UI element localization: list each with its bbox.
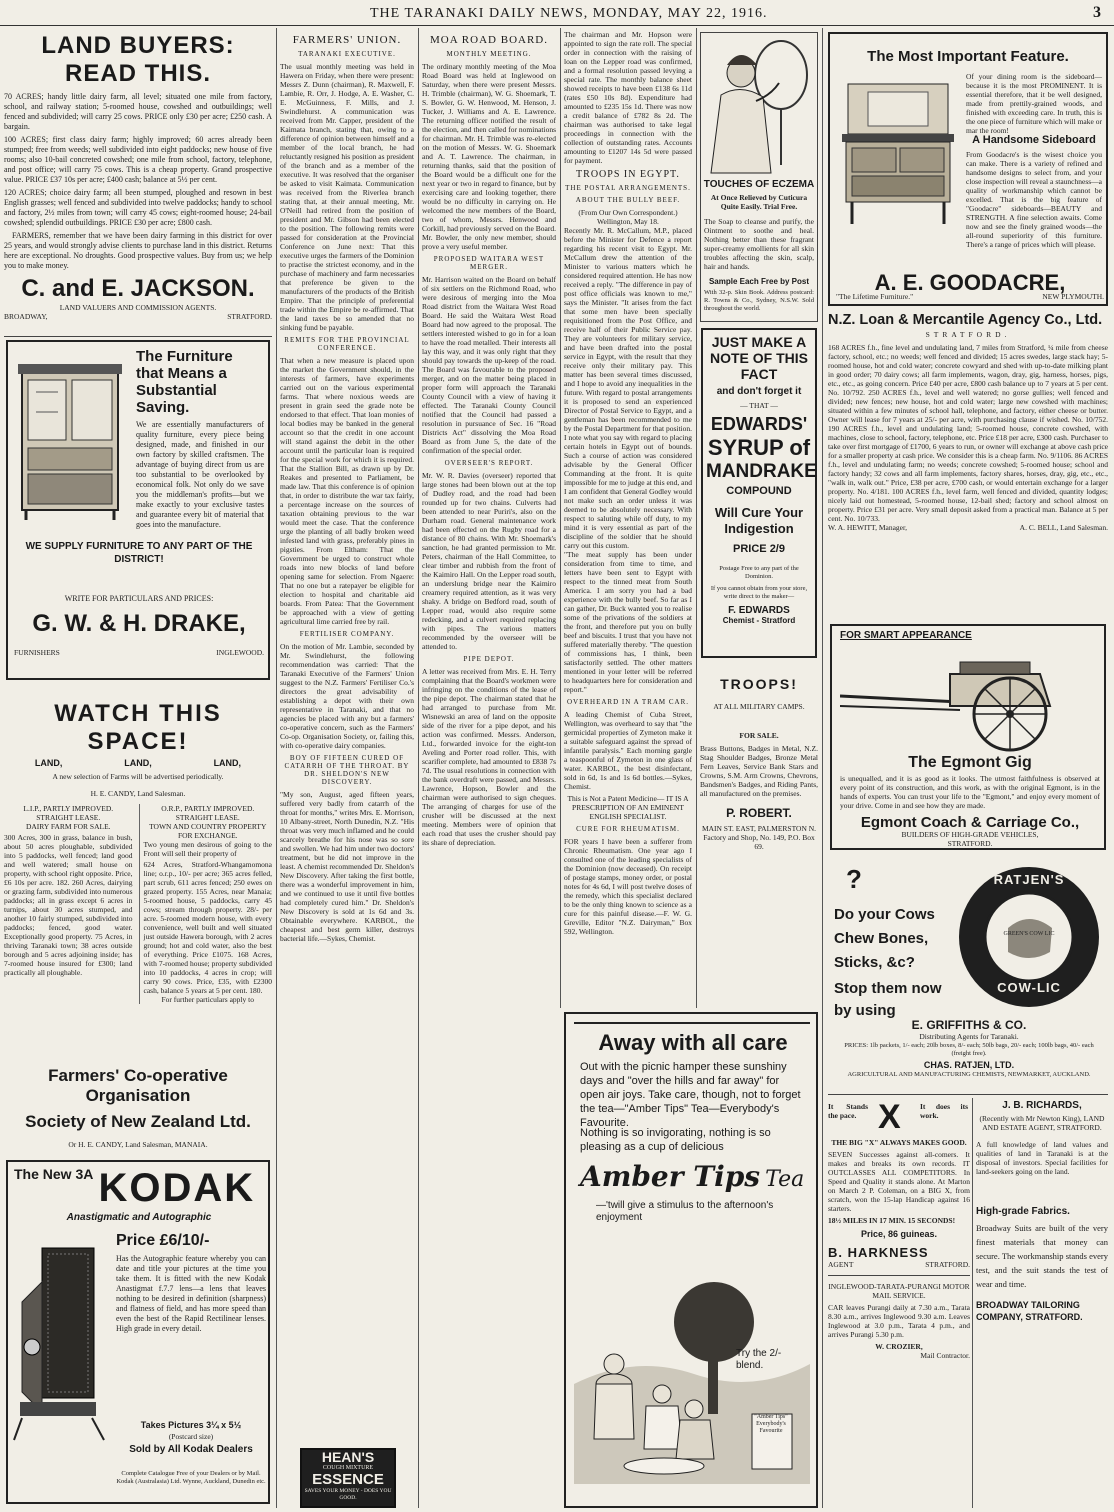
pipe-title: PIPE DEPOT. [463, 655, 515, 663]
union-body-1: The usual monthly meeting was held in Hawera on Friday, when there were present: Messrs Z. Dunn (chairman), R. Maxwell, F. Lambie, R. Orr, J. Hodge, A. E. Washer, C. E. McGuinness, F. Mills, and J. Swindlehurst. A communication was received from Mr. Capper, president of the Kaimata branch, stating that, owing to a difference of opinion between himself and a member of the local branch, he had reluctantly resigned his position as president of the branch and as a member of the executive. It was resolved that the organiser be asked to visit Kaimata. Communication was received from the Riverlea branch stating that, at their annual meeting, Mr. O'Neill had retired from the position of president and Mr. Gibson had been elected to the position. The following remits were passed for consideration at the Provincial Conference on June next: That this executive urges the farmers of the Dominion to practise the strictest economy, and in the purchase of machinery and farm necessaries that preference be given to the manufacturers of the products of the British Empire. That the principle of preferential trade within the Empire be re-affirmed. That the land taxes be so amended that no sinking fund be payable. [280, 62, 414, 332]
tram-title: OVERHEARD IN A TRAM CAR. [566, 698, 690, 706]
cow-maker2-a: AGRICULTURAL AND MANUFACTURING CHEMISTS, [847, 1071, 1007, 1078]
coop-block [4, 1066, 272, 1150]
drake-left: FURNISHERS [14, 648, 60, 657]
nz-loan-ad [828, 312, 1108, 618]
fertiliser-title: FERTILISER COMPANY. [299, 630, 395, 638]
candy-agent: H. E. CANDY, Land Salesman. [90, 789, 186, 798]
troops-sale: FOR SALE. [739, 731, 779, 740]
egmont-gig-ad [830, 624, 1106, 850]
jackson-sub: LAND VALUERS AND COMMISSION AGENTS. [59, 303, 217, 312]
gig-town: STRATFORD. [947, 839, 993, 848]
kodak-ad [6, 1160, 270, 1504]
kodak-takes: Takes Pictures 3¼ x 5½ [140, 1420, 242, 1430]
drake-right: INGLEWOOD. [216, 648, 264, 657]
edwards-mandrake: MANDRAKE [706, 461, 817, 482]
land-label: LAND, [124, 758, 152, 768]
union-body-2: That when a new measure is placed upon the market the Government should, in the interests of farmers, have experiments carried out on the various experimental farms. That where noxious weeds are present in grain seed the grade note be endorsed to that effect. That loan monies of local bodies may be banked in the general account so that the credit in one account will stand against the debit in the other account until the particular loan is required for the special work for which it is required. That the Stallion Bill, as drawn up by Dr. Reakes and presented to Parliament, be made law. That this conference is of opinion that, in order to distribute the war tax fairly, a percentage increase on the sources of taxation obtaining previous to the war would meet the case. That the conference urge the planting of all badly broken weed infested land with grass, preferably pines in pigsties. From Eltham: That the Government be urged to construct whole roads into new blocks of land before opening same for selection. From Ngaere: That no one but a ratepayer be eligible for election to hospital and charitable aid boards. From Patea: That the Government be approached with a view of getting agricultural lime carried free by rail. [280, 356, 414, 626]
kodak-new: The New 3A [14, 1166, 94, 1182]
edwards-name: EDWARDS' [710, 414, 808, 434]
gig-firm: Egmont Coach & Carriage Co., [860, 814, 1080, 831]
land-label: LAND, [213, 758, 242, 768]
edwards-price: PRICE 2/9 [733, 543, 785, 555]
big-x-slogan: THE BIG "X" ALWAYS MAKES GOOD. [831, 1138, 967, 1147]
goodacre-firm: A. E. GOODACRE, [874, 270, 1066, 295]
land-buyers-ad [4, 32, 272, 332]
drake-firm: G. W. & H. DRAKE, [32, 610, 246, 637]
gig-title: The Egmont Gig [908, 754, 1032, 771]
edwards-obtain: If you cannot obtain from your store, write direct to the maker— [710, 585, 808, 600]
land-buyers-title: LAND BUYERS: READ THIS. [41, 32, 235, 87]
egypt-body-2: "The meat supply has been under consideration from time to time, and letters have been sent to Egypt with respect to the tinned meat from South America. I am sorry you had a bad experience with the bully beef. So far as I can gather, Dr. Buck wanted you to realise some of the privations of the soldiers at the front, and therefore put you on bully beef and biscuits. I trust that you have not suffered materially thereby. "The question of commissions has, I think, been satisfactorily settled. The other matters mentioned in your letter will be referred to headquarters here for consideration and report." [564, 550, 692, 694]
troops-ad [700, 666, 818, 1006]
amber-tagline: —'twill give a stimulus to the afternoon's enjoyment [596, 1200, 774, 1223]
cuticura-title: TOUCHES OF ECZEMA [703, 179, 815, 190]
goodacre-foot [836, 292, 1104, 301]
farm-col-right [139, 804, 273, 1004]
troops-egypt-column [564, 30, 692, 1006]
richards-body: A full knowledge of land values and qualities of land in Taranaki is at the disposal of investors. Special facilities for land-seekers going on the land. [976, 1140, 1108, 1176]
gig-banner: FOR SMART APPEARANCE [840, 630, 972, 641]
troops-egypt-title: TROOPS IN EGYPT. [576, 169, 680, 180]
amber-packet: "Amber Tips" Everybody's Favourite [754, 1414, 788, 1434]
kodak-brand: KODAK [98, 1166, 256, 1210]
nzloan-title: N.Z. Loan & Mercantile Agency Co., Ltd. [828, 312, 1103, 328]
furniture-write: WRITE FOR PARTICULARS AND PRICES: [64, 594, 214, 603]
land-label: LAND, [34, 758, 63, 768]
cow-brand-bot: COW-LIC [997, 980, 1061, 995]
remits-title: REMITS FOR THE PROVINCIAL CONFERENCE. [284, 336, 410, 352]
goodacre-body: Of your dining room is the sideboard—because it is the most PROMINENT. It is essential therefore, that it be well designed, made from prettily-grained woods, and finished with exceeding care. In truth, this is the one piece of furniture which will make or mar the room! [966, 72, 1102, 135]
harkness-agent: AGENT [828, 1260, 854, 1269]
cow-prices: PRICES: 1lb packets, 1/- each; 20lb boxes, 8/- each; 50lb bags, 20/- each; 100lb bags, 40/- each (freight free). [844, 1042, 1094, 1057]
land-item: 70 ACRES; handy little dairy farm, all level; situated one mile from factory, school, and railway station; 5-roomed house, cowshed and outbuildings; well fenced and subdivided; will carry 25 cows. PRICE only £30 per acre; £250 cash. A bargain. [4, 92, 272, 131]
kodak-card: (Postcard size) [168, 1432, 214, 1441]
farmers-union-title: FARMERS' UNION. [292, 34, 402, 46]
nzloan-mgr: W. A. HEWITT, Manager, [828, 523, 908, 532]
farm-body-left: 300 Acres, 300 in grass, balance in bush, about 50 acres ploughable, subdivided into 5 paddocks, well fenced; land good and well watered; small house on property, with school right opposite. Price, £6 10s per acre. 182. 260 Acres, dairying or grazing farm, subdivided into numerous paddocks; all in grass except 6 acres in turnips, about 30 acres stumped, and another 10 fairly stumped, subdivided into paddocks; fenced, good water. Exceptionally good property. 75 Acres, in thriving Taranaki town; 38 acres outside borough and 5 acres adjoining inside; has 7-roomed house insured for £300; land practically all ploughable. [4, 833, 133, 977]
kodak-catalogue: Complete Catalogue Free of your Dealers or by Mail. Kodak (Australasia) Ltd. Wynne, Auckland, Dunedin etc. [116, 1470, 266, 1485]
waitara-title: PROPOSED WAITARA WEST MERGER. [433, 255, 545, 271]
land-row [4, 758, 272, 768]
furniture-supply: WE SUPPLY FURNITURE TO ANY PART OF THE DISTRICT! [25, 541, 253, 565]
harkness-town: STRATFORD. [925, 1260, 970, 1269]
cabinet-illustration [16, 352, 126, 522]
tram-body: A leading Chemist of Cuba Street, Wellington, was overheard to say that "the germicidal properties of Zymeton make it a suitable safeguard against the spread of infantile paralysis." Each morning gargle a teaspoonful of Zymeton in one glass of water. KARBOL, the best disinfectant, sold in 6d, 1s and 1s 6d bottles.—Sykes, Chemist. [564, 710, 692, 791]
mail-title: INGLEWOOD-TARATA-PURANGI MOTOR MAIL SERVICE. [828, 1282, 970, 1300]
straight-heading: STRAIGHT LEASE. [36, 813, 101, 822]
union-body-3: On the motion of Mr. Lambie, seconded by Mr. Swindlehurst, the following recommendation was carried: That the Taranaki Executive of the Farmers' Union suggest to the N.Z. Farmers' Fertiliser Co.'s directors the great advisability of establishing a depot with their own representative in Taranaki, and that no agencies be placed with any but a farmers' co-operative concern, such as the Farmers' Co-op. Organisation Society, or, failing this, with co-operative dairy companies. [280, 642, 414, 750]
jackson-firm: C. and E. JACKSON. [21, 275, 255, 302]
troops-addr: MAIN ST. EAST, PALMERSTON N. Factory and Shop, No. 149, P.O. Box 69. [701, 824, 817, 851]
cow-brand-mid: GREEN'S COW LIC [1003, 931, 1055, 937]
page-number: 3 [1093, 4, 1102, 21]
monthly-title: MONTHLY MEETING. [446, 50, 532, 58]
moa-body-1: The ordinary monthly meeting of the Moa Road Board was held at Inglewood on Saturday, when there were present Messrs. H. Trimble (chairman), W. G. Shoemark, T. S. Bowler, G. W. Henwood, M. Henson, J. Tucker, J. Williams and A. E. Lawrence. The returning officer notified the result of the election, and then called for nominations for chairman. Mr. H. Trimble was re-elected on the motion of Messrs. W. G. Shoemark and A. T. Lawrence. The chairman, in returning thanks, said that the position of the Board would be a difficult one for the next year or two in regard to finance, but by exercising care and looking together, there would be no difficulty in carrying on. He welcomed the new members of the Board, two of whom, Messrs. Henwood and Corkill, had previously served on the Board. Mr. Bowler, the only new member, should prove a very useful member. [422, 62, 556, 251]
dairy-heading: DAIRY FARM FOR SALE. [25, 822, 111, 831]
land-item: 120 ACRES; choice dairy farm; all been stumped, ploughed and resown in best English grasses; well fenced and subdivided into twelve paddocks; handy to school and factory, 2½ miles from town; will carry 45 cows; eight-roomed house; 24-bail cowshed; splendid outbuildings. PRICE £30 per acre; £800 cash. [4, 188, 272, 227]
kodak-body: Has the Autographic feature whereby you can date and title your pictures at the time you take them. It is fitted with the new Kodak Anastigmat f.7.7 lens—a lens that leaves nothing to be desired in definition (sharpness) and flatness of field, and has more speed than even the best of the Rapid Rectilinear lenses. High grade in every detail. [116, 1254, 266, 1333]
gig-body: is unequalled, and it is as good as it looks. The utmost faithfulness is observed at every point of its construction, and this work, as with the original Egmont, is in the hands of experts. You can trust your life to the "Egmont," and enjoy every moment of your drive. Come in and see how they are made. [840, 774, 1100, 810]
big-x-header [828, 1098, 970, 1138]
cow-l1: Do your Cows [834, 906, 935, 923]
mail-body: CAR leaves Purangi daily at 7.30 a.m., Tarata 8.30 a.m., arrives Inglewood 9.30 a.m. Leaves Inglewood at 3.0 p.m., Tarata 4 p.m., and arrives Purangi 5.30 p.m. [828, 1303, 970, 1339]
edwards-chemist: Chemist - Stratford [722, 616, 796, 625]
masthead [0, 4, 1114, 26]
catarrh-body: "My son, August, aged fifteen years, suffered very badly from catarrh of the throat for months," writes Mrs. E. Morrison, 10 Albany-street, North Dunedin, N.Z. "His throat was very much inflamed and he could scarcely breathe for his nose was so sore and swollen. We had him under two doctors' treatment, but he did not improve in the least. A chemist recommended Dr. Sheldon's New Discovery. After taking the first bottle, there was a wonderful improvement in him, and we continued to use it until five bottles had completely cured him." Dr. Sheldon's New Discovery is sold at 1s 6d and 3s. Obtainable everywhere. KARBOL, the cheapest and best germ killer, destroys bacterial life.—Sykes, Chemist. [280, 790, 414, 943]
egypt-body-1: Recently Mr. R. McCallum, M.P., placed before the Minister for Defence a report regarding his recent visit to Egypt. Mr. McCallum drew the attention of the Minister to various matters which he considered required attention. He has now received a reply. "The difference in pay of post office officials was known to me," says the Minister. "It arises from the fact that some men have been specially requisitioned from the Post Office, and receive half of their Public Service pay. They are volunteers for military service, and have been drafted into the postal service in Egypt, with the result that they receive only their military pay. This matter has been several times discussed, and I hope to avoid any inequalities in the future. With regard to postal arrangements it is proposed to send an experienced Director of Postal Service to Egypt, and a gentleman has been recommended to me by the Postal Department for that position. I note what you say with regard to placing certain hotels in Egypt out of bounds. Such a course of action was considered advisable by the General Officer Commanding at the front. It is quite impossible for me to judge at this end, and I am confident that General Godley would not make such an order unless it was deemed to be absolutely necessary. With respect to saluting while off duty, to my mind it is very essential as part of the discipline of the soldier that he should carry out this custom. [564, 226, 692, 550]
big-x-miles: 18½ MILES IN 17 MIN. 15 SECONDS! [828, 1216, 956, 1225]
amber-title: Away with all care [598, 1030, 788, 1055]
gig-sub: BUILDERS OF HIGH-GRADE VEHICLES, [901, 830, 1039, 839]
moa-road-board-column [422, 30, 556, 1506]
troops-sub: AT ALL MILITARY CAMPS. [713, 702, 805, 711]
amber-brand-row [580, 1160, 806, 1193]
overseer-title: OVERSEER'S REPORT. [444, 459, 534, 467]
edwards-syrup: SYRUP of [707, 435, 811, 460]
goodacre-ad [828, 32, 1108, 306]
watch-space-ad [4, 700, 272, 1062]
land-item: FARMERS, remember that we have been dairy farming in this district for over 25 years, and would strongly advise clients to purchase land in this district. Returns here are exceptional. No droughts. Good prospective values. Buy from us; we help you to make money. [4, 231, 272, 270]
amber-brand: Amber Tips [580, 1160, 761, 1193]
masthead-title: THE TARANAKI DAILY NEWS, MONDAY, MAY 22, 1916. [370, 6, 768, 21]
nzloan-body: 168 ACRES f.h., fine level and undulating land, 7 miles from Stratford, ¼ mile from cheese factory, school, etc.; no weeds; well fenced and divided; 15 acres swedes, large stack hay; 5-roomed house, hot and cold water; concrete cowyard and shed with up-to-date milking plant in good order; 70 dairy cows; all farm implements, wagon, dray, gig, harness, horses, pigs, etc., etc., as going concern. Price £40 per acre, £800 cash balance up to 7 years at 5 per cent. No. 10/792. 250 ACRES f.h., level and well watered; no gorse gullies; well fenced and divided; new fences; new house, hot and cold water; large new cowshed with machines; situated within a few minutes of school hall, telephone, and factory, either cheese or butter. Owner will lease for 7 years at 25/- per acre, with purchasing clause if wished. No. 10/752. 190 ACRES f.h., level and undulating land; 5-roomed house, concrete cowshed, with machines, close to school, factory, telephone, etc. Price £18 per acre, £300 cash. Purchaser to take over first mortgage of £1700, 6 years to run, or owner will exchange at above cash price for a smaller property at cash price. We consider this is a cheap farm. No. 9/1106. 86 ACRES f.h., level and undulating farm; no weeds; concrete cowshed; 5-roomed house; school and factory handy; 32 cows and all farm implements, factory shares, horses, dray, gig, etc., etc., "walk in, walk out." Price, £38 per acre, £700 cash, or would entertain exchange for a larger property. No. 4/181. 100 ACRES f.h., level farm, well fenced and divided, quantity lodges; nicely laid out homestead, 5-roomed house, 12-bail shed; factory and school almost on property. Price £31 per acre. Very small deposit asked from a practical man. Balance at 5 per cent. No. 10/733. [828, 343, 1108, 523]
coop-line3: Or H. E. CANDY, Land Salesman, MANAIA. [68, 1140, 208, 1149]
woman-mirror-illustration [701, 35, 817, 175]
moa-body-3: Mr. W. R. Davies (overseer) reported that large stones had been blown out at the top of Dudley road, and the road had been rounded up for two chains. Culverts had been attended to near Puriri's, also on the Durham road. General maintenance work had been effected on the Rugby road for a distance of 80 chains. With Mr. Shoemark's sanction, he had granted permission to Mr. Peters, chairman of the Hall Committee, to clear timber and rubbish from the front of the Kaimiro Hall. On the Lepper road south, an underslung bridge near the Kaimiro creamery required attention, as it was very shaky. A bridge on Bedford road, south of Lepper road, would also require some redecking, and a culvert required replacing with pipes. The various matters recommended by the overseer will be attended to. [422, 471, 556, 651]
gig-carriage-illustration [840, 644, 1100, 754]
fabrics-body: Broadway Suits are built of the very finest materials that money can secure. The workmanship stands every test, and the suit stands the test of wear and time. [976, 1223, 1108, 1289]
kodak-header [14, 1166, 255, 1211]
rheum-body: FOR years I have been a sufferer from Chronic Rheumatism. One year ago I consulted one of the leading specialists of the Dominion (now deceased). On receipt of postage stamps, money order, or postal notes for 4s 6d, I will post twelve doses of the remedy, which this specialist declared to be the only thing known to science as a cure for this painful disease.—F. W. G. Greville, Editor "N.Z. Dairyman," Box 592, Wellington. [564, 837, 692, 936]
edwards-that: — THAT — [740, 401, 778, 410]
nzloan-sales: A. C. BELL, Land Salesman. [1019, 523, 1108, 532]
edwards-just: JUST MAKE A NOTE OF THIS FACT [710, 334, 808, 382]
goodacre-title: The Most Important Feature. [867, 48, 1069, 65]
heans-line1: HEAN'S [321, 1449, 375, 1465]
kodak-price: Price £6/10/- [116, 1232, 210, 1249]
goodacre-town: NEW PLYMOUTH. [1042, 292, 1104, 301]
edwards-postage: Postage Free to any part of the Dominion. [719, 565, 799, 580]
cow-maker: CHAS. RATJEN, LTD. [923, 1060, 1015, 1070]
land-item: 100 ACRES; first class dairy farm; highly improved; 60 acres already been stumped; free from weeds; well subdivided into eight paddocks; new house of five rooms; also 10-bail concreted cowshed; one mile from school, factory, telephone, and post office; will carry 75 cows. This is a cheap property. Grand prospective value. PRICE £37 10s per acre; £400 cash; balance at 5½ per cent. [4, 135, 272, 184]
nzloan-foot [828, 523, 1108, 532]
goodacre-tagline: "The Lifetime Furniture." [836, 292, 914, 301]
cow-dist: Distributing Agents for Taranaki. [919, 1032, 1019, 1041]
cow-l4: Stop them now [834, 980, 942, 997]
catarrh-title: BOY OF FIFTEEN CURED OF CATARRH OF THE THROAT. BY DR. SHELDON'S NEW DISCOVERY. [284, 754, 410, 786]
cow-maker2 [834, 1070, 1104, 1079]
harkness-ad [828, 1098, 970, 1508]
town-heading: TOWN AND COUNTRY PROPERTY FOR EXCHANGE. [149, 822, 267, 840]
new-selection: A new selection of Farms will be advertised periodically. [52, 772, 224, 781]
orp-heading: O.R.P., PARTLY IMPROVED. [161, 804, 255, 813]
kodak-sold: Sold by All Kodak Dealers [129, 1444, 253, 1455]
big-x-body: SEVEN Successes against all-comers. It makes and breaks its own records. IT OUTCLASSES ALL COMPETITORS. In Speed and Quality it stands alone. At Marton on March 2 P. Coleman, on a BIG X, from scratch, won the 15-lap Handicap against 16 starters. [828, 1150, 970, 1213]
edwards-syrup-ad [701, 328, 817, 658]
mail-sub: Mail Contractor. [920, 1351, 970, 1360]
cow-firm: E. GRIFFITHS & CO. [911, 1018, 1027, 1032]
moa-body-2: Mr. Harrison waited on the Board on behalf of six settlers on the Richmond Road, who were desirous of merging into the Moa Road district from the Waitara West Road Board. He said the Waitara West Road Board had now agreed to the proposal. The settlers interested wished to go in for a loan to have the road metalled. Their interests all lay this way, and it was only right that they should pay towards the up-keep of the road. The Board was favourable to the proposed merger, and on the matter being placed in proper form will approach the Taranaki County Council with a view of having it effected. The Taranaki County Council notified that the Council had passed a resolution in pursuance of Sec. 16 "Road Districts Act" dissolving the Moa Road Board as from June 5, the date of the confirmation of the special order. [422, 275, 556, 455]
amber-invig: Nothing is so invigorating, nothing is so pleasing as a cup of delicious [580, 1127, 771, 1153]
cow-l3: Sticks, &c? [834, 954, 915, 971]
sideboard-illustration [838, 74, 958, 234]
not-patent: This is Not a Patent Medicine— IT IS A PRESCRIPTION OF AN EMINENT ENGLISH SPECIALIST. [567, 794, 689, 821]
wanted-heading: Two young men desirous of going to the Front will sell their property of [143, 840, 272, 858]
cuticura-sub: At Once Relieved by Cuticura Quite Easily. Trial Free. [710, 193, 808, 211]
cuticura-body: The Soap to cleanse and purify, the Ointment to soothe and heal. Nothing better than these fragrant super-creamy emollients for all skin troubles affecting the skin, scalp, hair and hands. [704, 217, 814, 271]
mail-name: W. CROZIER, [875, 1342, 923, 1351]
cow-lic-ad [828, 856, 1108, 1090]
x-does: It does its work. [920, 1102, 968, 1120]
drake-furniture-ad [6, 340, 270, 680]
moa-title: MOA ROAD BOARD. [430, 34, 548, 46]
drake-address [14, 648, 264, 657]
edwards-compound: COMPOUND [726, 485, 792, 497]
farmers-union-column [280, 30, 414, 1356]
farm-listings [4, 804, 272, 1004]
troops-body: Brass Buttons, Badges in Metal, N.Z. Stag Shoulder Badges, Bronze Metal Fern Leaves, Service Bank Stars and Crowns, S.M. Arm Crowns, Chevrons, Bandsmen's Badges, and Riding Pants, all manufactured on the premises. [700, 744, 818, 798]
richards-ad [976, 1100, 1108, 1508]
amber-tips-ad [564, 1012, 818, 1508]
cuticura-book: With 32-p. Skin Book. Address postcard: R. Towns & Co., Sydney, N.S.W. Sold throughout the world. [704, 289, 814, 312]
edwards-forget: and don't forget it [716, 386, 802, 397]
cuticura-ad [700, 32, 818, 322]
correspondent: (From Our Own Correspondent.) Wellington, May 18. [578, 208, 678, 226]
harkness-foot [828, 1260, 970, 1269]
goodacre-handsome: A Handsome Sideboard [972, 134, 1096, 146]
harkness-firm: B. HARKNESS [828, 1245, 929, 1260]
cow-maker3: NEWMARKET, AUCKLAND. [1007, 1071, 1091, 1078]
coop-line1: Farmers' Co-operative Organisation [48, 1066, 228, 1105]
heans-line2: ESSENCE [312, 1471, 384, 1488]
richards-name: J. B. RICHARDS, [1002, 1100, 1082, 1111]
heans-line3: COUGH MIXTURE [322, 1465, 374, 1471]
big-x-price: Price, 86 guineas. [860, 1229, 938, 1239]
bully-title: ABOUT THE BULLY BEEF. [575, 196, 681, 204]
postal-title: THE POSTAL ARRANGEMENTS. [565, 184, 691, 192]
cuticura-sample: Sample Each Free by Post [708, 277, 810, 286]
amber-tea: Tea [765, 1167, 805, 1192]
goodacre-body2: From Goodacre's is the wisest choice you can make. There is a variety of refined and handsome designs to select from, and your close inspection will reveal a staunchness—a quality of workmanship which cannot be excelled. That is the big feature of "Goodacre" sideboards—BEAUTY and STRENGTH. A fine selection awaits. Come now and see the finely grained woods—the all-round superiority of this furniture. There's a range of prices which will please. [966, 150, 1102, 249]
cow-l5: by using [834, 1002, 896, 1019]
cow-q: ? [846, 864, 862, 894]
x-letter: X [878, 1098, 901, 1136]
jackson-address [4, 312, 272, 321]
kodak-sub: Anastigmatic and Autographic [66, 1212, 212, 1223]
farm-body-right: 624 Acres, Stratford-Whangamomona line; o.r.p., 10/- per acre; 365 acres felled, part scrub, 611 acres fenced; 250 ewes on grazed property. 155 Acres, near Manaia; 5-roomed house, 5 paddocks, carry 45 cows; stream through property. 28/- per acre. 5-roomed modern house, with every convenience, well built and well situated just outside Hawera borough, with 2 acres ground; hot and cold water, also the best of everything. Price £1075. 168 Acres, with 7-roomed house; property subdivided into 10 paddocks, 4 acres in crop; will carry 90 cows. Price, £35, with £2300 cash, balance 5 years at 5 per cent. 180. [143, 860, 272, 995]
richards-sub: (Recently with Mr Newton King), LAND AND ESTATE AGENT, STRATFORD. [979, 1114, 1105, 1132]
farm-col-left [4, 804, 133, 1004]
watch-title: WATCH THIS SPACE! [54, 700, 222, 755]
x-stands: It Stands the pace. [828, 1102, 868, 1120]
troops-title: TROOPS! [720, 676, 798, 692]
further-particulars: For further particulars apply to [161, 995, 254, 1004]
fabrics-title: High-grade Fabrics. [976, 1206, 1070, 1217]
nzloan-town: STRATFORD. [925, 330, 1011, 339]
executive-title: TARANAKI EXECUTIVE. [298, 50, 396, 58]
broadway-firm: BROADWAY TAILORING COMPANY, STRATFORD. [976, 1300, 1083, 1322]
camera-illustration [12, 1242, 112, 1442]
amber-try: Try the 2/- blend. [736, 1348, 782, 1371]
straight-heading: STRAIGHT LEASE. [175, 813, 240, 822]
edwards-maker: F. EDWARDS [728, 605, 790, 616]
coop-line2: Society of New Zealand Ltd. [25, 1112, 251, 1131]
moa-continued: The chairman and Mr. Hopson were appointed to sign the rate roll. The special order in connection with the raising of loan on the Lepper road was confirmed, and a formal resolution passed levying a special rate. The monthly balance sheet showed receipts to have been £138 6s 11d (rates £50 10s 8d). Expenditure had amounted to £235 15s 1d. There was now a credit balance of £782 8s 2d. The chairman was authorised to take legal proceedings in connection with the collection of outstanding rates. Accounts amounting to £1207 14s 5d were passed for payment. [564, 30, 692, 165]
jackson-addr-right: STRATFORD. [227, 312, 272, 321]
jackson-addr-left: BROADWAY, [4, 312, 48, 321]
edwards-will: Will Cure Your Indigestion [714, 505, 804, 536]
amber-body: Out with the picnic hamper these sunshiny days and "over the hills and far away" for open air joys. Take care, though, not to forget the tea—"Amber Tips" Tea—Everybody's Favourite. [580, 1061, 801, 1129]
moa-body-4: A letter was received from Mrs. E. H. Terry complaining that the Board's workmen were infringing on the conditions of the lease of the pipe depot. The chairman stated that he had arranged to purchase from Mr. Wisnewski an area of land on the opposite side of the river for a pipe depot, and his action was confirmed. Messrs. Anderson, Ltd., forwarded invoice for the eight-ton Aveling and Porter road roller. This, with scarifier complete, had amounted to £838 7s 7d. The usual resolutions in connection with the bank overdraft were passed, and Messrs. Lawrence, Hopson, Bowler and the chairman were authorised to sign cheques. The arranging of charges for use of the crusher will be discussed at the next meeting. Members were of opinion that each road that uses the crusher should pay its share of depreciation. [422, 667, 556, 847]
furniture-body: We are essentially manufacturers of quality furniture, every piece being designed, made, and finished in our own factory by skilled craftsmen. The advantage of buying direct from us are too substantial to be overlooked by economical folk. Not only do we save you the middleman's profits—but we make exactly to your exclusive tastes and guarantee every bit of material that goes into the manufacture. [136, 420, 264, 529]
cow-l2: Chew Bones, [834, 930, 929, 947]
heans-line4: SAVES YOUR MONEY - DOES YOU GOOD. [304, 1488, 392, 1501]
troops-name: P. ROBERT. [726, 806, 792, 820]
furniture-title: The Furniture that Means a Substantial Saving. [136, 348, 233, 416]
rheum-title: CURE FOR RHEUMATISM. [576, 825, 680, 833]
lip-heading: L.I.P., PARTLY IMPROVED. [23, 804, 114, 813]
cow-brand-top: RATJEN'S [993, 872, 1065, 887]
heans-essence-ad [300, 1448, 396, 1508]
